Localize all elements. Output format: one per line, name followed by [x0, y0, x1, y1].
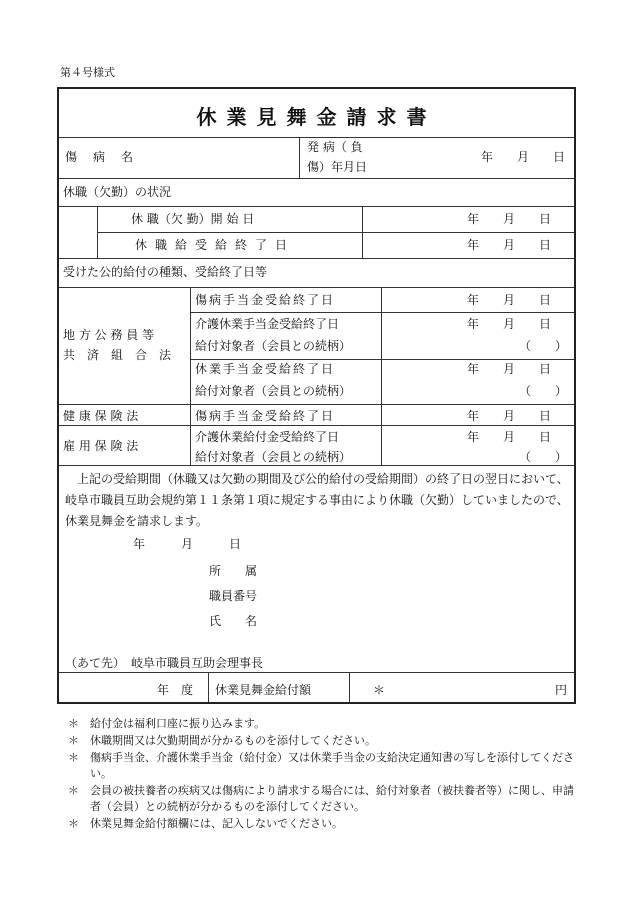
application-form	[57, 87, 576, 704]
beneficiary-relation-field[interactable]: （ ）	[519, 450, 568, 464]
leave-status-header: 休職（欠勤）の状況	[63, 185, 172, 199]
mutual-aid-law-label-line1: 地 方 公 務 員 等	[63, 328, 155, 342]
salary-end-label: 休職給受給終了日	[135, 238, 296, 252]
health-injury-allowance-end-date-field[interactable]: 年 月 日	[467, 409, 552, 423]
addressee: （あて先） 岐阜市職員互助会理事長	[65, 656, 264, 670]
leave-start-label: 休 職（欠 勤）開 始 日	[131, 212, 255, 226]
beneficiary-relation-field[interactable]: （ ）	[519, 384, 568, 398]
onset-date-field[interactable]: 年 月 日	[481, 150, 566, 164]
asterisk-icon: ＊	[68, 751, 79, 764]
injury-allowance-end-label: 傷病手当金受給終了日	[195, 293, 336, 307]
asterisk-icon: ＊	[68, 734, 79, 747]
care-leave-allowance-end-date-field[interactable]: 年 月 日	[467, 317, 552, 331]
request-date-field[interactable]: 年 月 日	[133, 537, 242, 551]
asterisk-icon: ＊	[68, 717, 79, 730]
salary-end-date-field[interactable]: 年 月 日	[467, 238, 552, 252]
leave-start-date-field[interactable]: 年 月 日	[467, 212, 552, 226]
declaration-text: 上記の受給期間（休職又は欠勤の期間及び公的給付の受給期間）の終了日の翌日において、岐阜市職員互助会規約第１１条第１項に規定する事由により休職（欠勤）していましたので、休業見舞金を請求します。	[65, 472, 569, 528]
care-leave-benefit-end-label: 介護休業給付金受給終了日	[195, 430, 340, 444]
notes-list	[68, 716, 576, 833]
official-use-asterisk: ＊	[373, 683, 386, 697]
asterisk-icon: ＊	[68, 784, 79, 797]
beneficiary-label: 給付対象者（会員との続柄）	[195, 339, 352, 353]
employment-insurance-label: 雇 用 保 険 法	[63, 439, 139, 453]
health-insurance-label: 健 康 保 険 法	[63, 409, 139, 423]
note-item: ＊ 休業見舞金給付額欄には、記入しないでください。	[68, 817, 343, 830]
affiliation-label: 所 属	[209, 564, 258, 578]
note-item: ＊ 給付金は福利口座に振り込みます。	[68, 717, 266, 730]
note-item: ＊ 休職期間又は欠勤期間が分かるものを添付してください。	[68, 734, 376, 747]
form-title: 休業見舞金請求書	[196, 105, 437, 129]
injury-allowance-end-date-field[interactable]: 年 月 日	[467, 293, 552, 307]
beneficiary-label: 給付対象者（会員との続柄）	[195, 384, 352, 398]
care-leave-allowance-end-label: 介護休業手当金受給終了日	[195, 317, 340, 331]
yen-unit: 円	[555, 683, 568, 697]
beneficiary-label: 給付対象者（会員との続柄）	[195, 450, 352, 464]
health-injury-allowance-end-label: 傷病手当金受給終了日	[195, 409, 336, 423]
employee-number-label: 職員番号	[209, 589, 258, 603]
mutual-aid-law-label-line2: 共 済 組 合 法	[63, 348, 172, 362]
benefit-amount-label: 休業見舞金給付額	[215, 683, 312, 697]
onset-date-label-line1: 発 病（ 負	[307, 140, 363, 154]
asterisk-icon: ＊	[68, 817, 79, 830]
injury-name-label: 傷 病 名	[65, 150, 136, 164]
leave-allowance-end-date-field[interactable]: 年 月 日	[467, 362, 552, 376]
beneficiary-relation-field[interactable]: （ ）	[519, 339, 568, 353]
public-benefit-header: 受けた公的給付の種類、受給終了日等	[63, 265, 268, 279]
leave-allowance-end-label: 休業手当金受給終了日	[195, 362, 336, 376]
fiscal-year-field[interactable]: 年 度	[157, 683, 194, 697]
form-number: 第４号様式	[60, 66, 115, 79]
note-item: ＊ 会員の被扶養者の疾病又は傷病により請求する場合には、給付対象者（被扶養者等）に関し、申請者（会員）との続柄が分かるものを添付してください。	[68, 784, 574, 813]
onset-date-label-line2: 傷）年月日	[307, 160, 368, 174]
note-item: ＊ 傷病手当金、介護休業手当金（給付金）又は休業手当金の支給決定通知書の写しを添付してください。	[68, 751, 574, 780]
name-label: 氏 名	[209, 614, 258, 628]
care-leave-benefit-end-date-field[interactable]: 年 月 日	[467, 430, 552, 444]
